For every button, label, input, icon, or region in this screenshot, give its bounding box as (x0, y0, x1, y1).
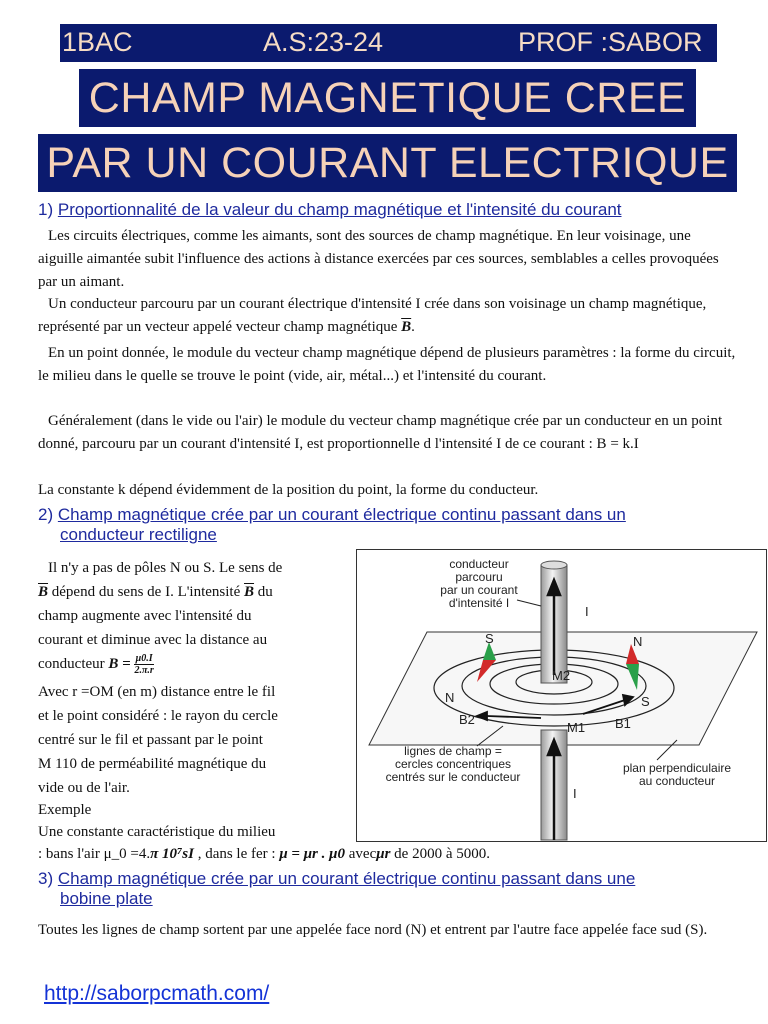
section-3-title-1: Champ magnétique crée par un courant électrique continu passant dans une (57, 869, 636, 888)
conductor-label-2: parcouru (455, 570, 503, 584)
title-line-1: CHAMP MAGNETIQUE CREE (79, 69, 696, 127)
formula-lhs: B = (108, 656, 131, 672)
s2-l13f: μr (376, 846, 391, 862)
s2-line-2: $\overline{B}$ dépend du sens de I. L'intensité $\overline{B}$ du (38, 584, 273, 600)
s2-permeability-line (38, 843, 758, 866)
s2-line-11: Exemple (38, 802, 92, 818)
conductor-label-4: d'intensité I (448, 596, 510, 610)
s2-l13a: : bans l'air μ_0 =4. (38, 846, 151, 862)
compass-left-s: S (485, 631, 494, 646)
s2-line-2a: dépend du sens de I. L'intensité (51, 584, 241, 600)
s2-line-2b: du (257, 584, 273, 600)
b2-label: B2 (459, 712, 475, 727)
lines-label-1: lignes de champ = (404, 744, 502, 758)
section-1-heading (38, 200, 622, 220)
s1-p2-text: Un conducteur parcouru par un courant électrique d'intensité I crée dans son voisinage un champ magnétique, représenté par un vecteur appelé vecteur champ magnétique (38, 296, 707, 335)
section-2-title-2: conducteur rectiligne (60, 525, 217, 544)
s2-line-10: vide ou de l'air. (38, 780, 130, 796)
section-2-title-1: Champ magnétique crée par un courant électrique continu passant dans un (57, 505, 626, 524)
s1-paragraph-4: Généralement (dans le vide ou l'air) le module du vecteur champ magnétique crée par un conducteur en un point donné, parcouru par un courant d'intensité I, est proportionnelle d l'intensité I de ce courant : B = k.I (38, 413, 723, 452)
section-1-title: Proportionnalité de la valeur du champ magnétique et l'intensité du courant (57, 200, 622, 219)
s1-paragraph-1: Les circuits électriques, comme les aimants, sont des sources de champ magnétique. En leur voisinage, une aiguille aimantée subit l'influence des actions à distance exercées par ces sources, semblables a celles provoquées par un aimant. (38, 228, 719, 290)
section-3-heading (38, 869, 738, 909)
s2-line-5 (38, 652, 338, 680)
s2-line-6: Avec r =OM (en m) distance entre le fil (38, 684, 276, 700)
s2-line-5-text: conducteur (38, 656, 105, 672)
s2-l13c: , dans le fer : (197, 846, 276, 862)
s2-column-text (38, 556, 338, 844)
m1-label: M1 (567, 720, 586, 735)
year-label: A.S:23-24 (263, 27, 384, 57)
s1-paragraph-5: La constante k dépend évidemment de la position du point, la forme du conducteur. (38, 482, 539, 498)
s2-line-7: et le point considéré : le rayon du cercle (38, 708, 278, 724)
section-2-number: 2) (38, 505, 54, 524)
current-label-top: I (585, 604, 589, 619)
m2-label: M2 (552, 668, 571, 683)
compass-left-n: N (445, 690, 455, 705)
title-line-2: PAR UN COURANT ELECTRIQUE (38, 134, 737, 192)
s2-l13d: μ = μr . μ0 (279, 846, 345, 862)
section-3-title-2: bobine plate (60, 889, 153, 908)
s2-line-9: M 110 de perméabilité magnétique du (38, 756, 267, 772)
conductor-label-1: conducteur (449, 557, 509, 571)
formula-fraction (134, 653, 153, 676)
s2-line-4: courant et diminue avec la distance au (38, 632, 268, 648)
s2-line-8: centré sur le fil et passant par le point (38, 732, 263, 748)
section-3-number: 3) (38, 869, 54, 888)
formula-numerator: μ0.I (135, 653, 153, 665)
lines-label-3: centrés sur le conducteur (385, 770, 521, 784)
website-link[interactable]: http://saborpcmath.com/ (44, 982, 270, 1005)
s2-line-3: champ augmente avec l'intensité du (38, 608, 252, 624)
formula-denominator: 2.π.r (134, 665, 154, 677)
section-2-heading (38, 505, 738, 545)
compass-right-s: S (641, 694, 650, 709)
s2-l13g: de 2000 à 5000. (394, 846, 490, 862)
s3-paragraph-1: Toutes les lignes de champ sortent par une appelée face nord (N) et entrent par l'autre face appelée face sud (S). (38, 922, 708, 938)
lines-label-2: cercles concentriques (394, 757, 512, 771)
level-label: 1BAC (62, 27, 133, 57)
plane-label-2: au conducteur (638, 774, 716, 788)
magnetic-field-figure (356, 549, 767, 842)
s1-paragraph-2: Un conducteur parcouru par un courant électrique d'intensité I crée dans son voisinage un champ magnétique, représenté par un vecteur appelé vecteur champ magnétique $\overline{B}$. (38, 296, 707, 335)
s2-line-1: Il n'y a pas de pôles N ou S. Le sens de (48, 560, 283, 576)
prof-label: PROF :SABOR (518, 27, 703, 57)
vector-b: $\overline{B}$ (401, 319, 412, 335)
figure-svg (357, 550, 766, 841)
s2-l13b: π 10⁷sI (150, 846, 194, 862)
s2-line-12: Une constante caractéristique du milieu (38, 824, 276, 840)
conductor-label-3: par un courant (440, 583, 518, 597)
compass-right-n: N (633, 634, 643, 649)
s2-l13e: avec (348, 846, 377, 862)
header-banner (60, 24, 717, 62)
s1-paragraph-3: En un point donnée, le module du vecteur champ magnétique dépend de plusieurs paramètres : la forme du circuit, le milieu dans le quelle se trouve le point (vide, air, métal...) et l'intensité du courant. (38, 345, 736, 384)
section-1-number: 1) (38, 200, 54, 219)
plane-label-1: plan perpendiculaire (622, 761, 732, 775)
b1-label: B1 (615, 716, 631, 731)
current-label-bottom: I (573, 786, 577, 801)
